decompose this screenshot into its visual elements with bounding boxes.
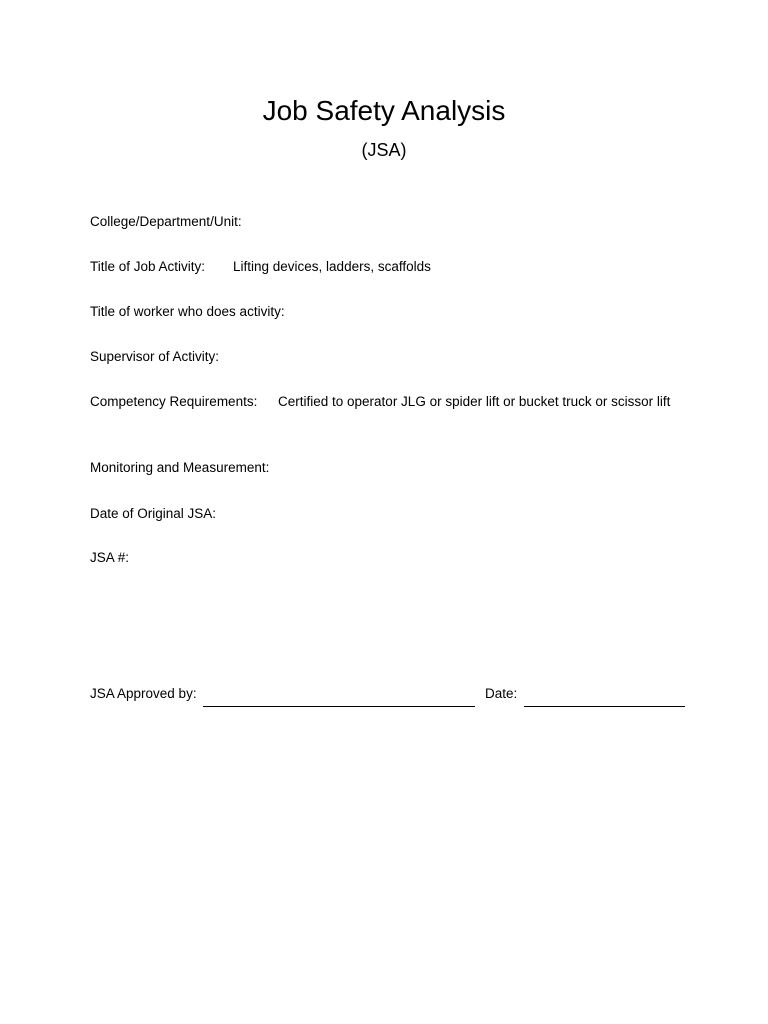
approval-date-label: Date: [485, 686, 518, 701]
jsa-number-label: JSA #: [90, 550, 130, 565]
approved-by-label: JSA Approved by: [90, 686, 197, 701]
college-department-unit-label: College/Department/Unit: [90, 214, 242, 229]
original-jsa-date-label: Date of Original JSA: [90, 506, 217, 521]
approval-date-line[interactable] [524, 706, 685, 707]
monitoring-measurement-label: Monitoring and Measurement: [90, 460, 270, 475]
worker-title-label: Title of worker who does activity: [90, 304, 285, 319]
competency-requirements-label: Competency Requirements: [90, 394, 258, 409]
page-title: Job Safety Analysis [262, 95, 506, 126]
page-subtitle: (JSA) [361, 140, 407, 160]
approved-by-signature-line[interactable] [203, 706, 475, 707]
job-activity-label: Title of Job Activity: [90, 259, 206, 274]
competency-requirements-value: Certified to operator JLG or spider lift or bucket truck or scissor lift [278, 394, 671, 409]
supervisor-label: Supervisor of Activity: [90, 349, 220, 364]
job-activity-value: Lifting devices, ladders, scaffolds [233, 259, 431, 274]
